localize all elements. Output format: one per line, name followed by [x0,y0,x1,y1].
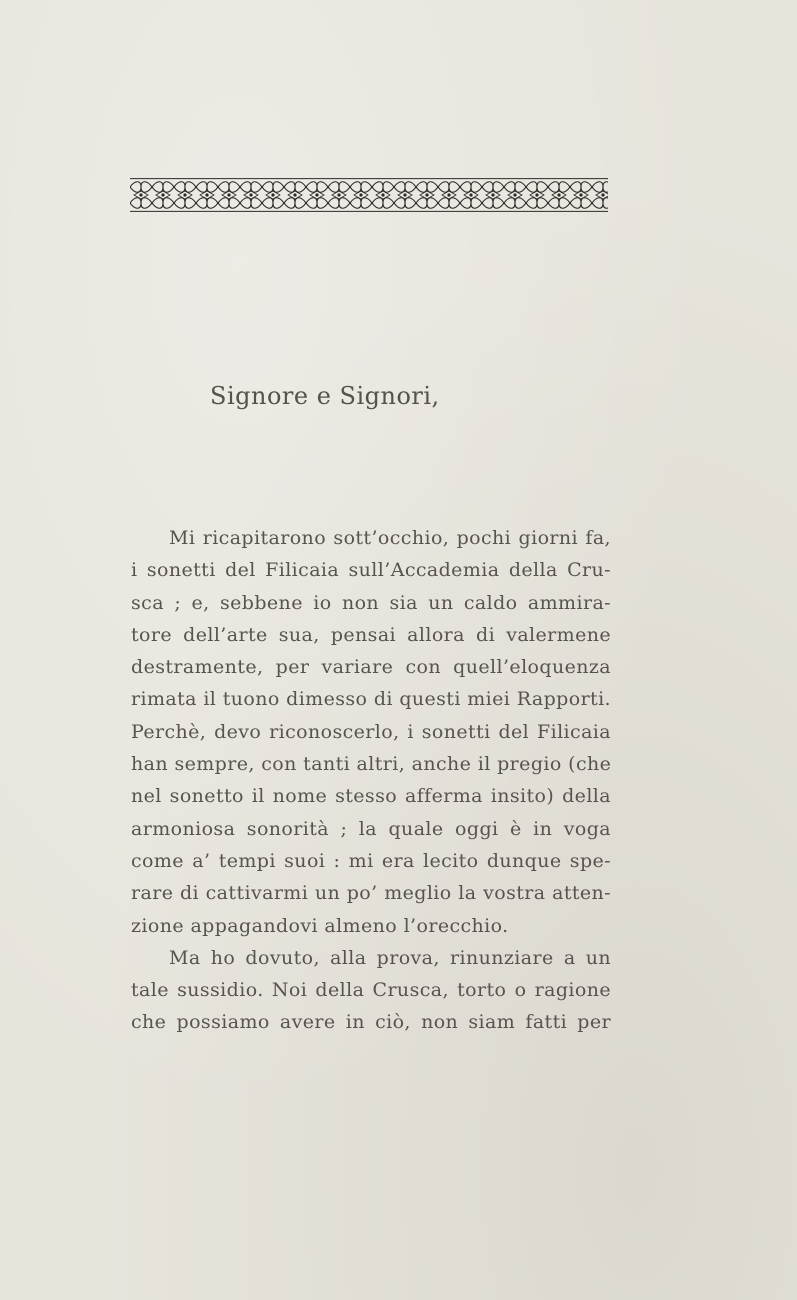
page-heading: Signore e Signori, [210,382,440,410]
text-line: Ma ho dovuto, alla prova, rinunziare a un [169,946,611,969]
text-line: han sempre, con tanti altri, anche il pregio (che [131,753,612,776]
text-line: rare di cattivarmi un po’ meglio la vostra atten- [131,882,611,905]
text-line: sca ; e, sebbene io non sia un caldo ammira- [131,591,611,614]
text-line: nel sonetto il nome stesso afferma insito) della [131,785,611,808]
body-text [131,522,611,1039]
text-line: i sonetti del Filicaia sull’Accademia della Cru- [131,559,611,582]
text-line: armoniosa sonorità ; la quale oggi è in voga [131,817,611,840]
text-line: Mi ricapitarono sott’occhio, pochi giorni fa, [169,527,611,549]
paragraph [131,942,611,1039]
text-line: zione appagandovi almeno l’orecchio. [131,914,509,937]
text-line: tore dell’arte sua, pensai allora di valermene [131,623,611,646]
text-line: rimata il tuono dimesso di questi miei Rapporti. [131,688,611,711]
paragraph [131,522,611,942]
text-line: tale sussidio. Noi della Crusca, torto o ragione [131,979,611,1002]
text-line: destramente, per variare con quell’eloquenza [131,656,611,679]
decorative-ornament-band [130,178,608,212]
text-line: come a’ tempi suoi : mi era lecito dunque spe- [131,849,611,872]
text-line: che possiamo avere in ciò, non siam fatti per [131,1011,611,1034]
text-line: Perchè, devo riconoscerlo, i sonetti del Filicaia [131,720,611,743]
